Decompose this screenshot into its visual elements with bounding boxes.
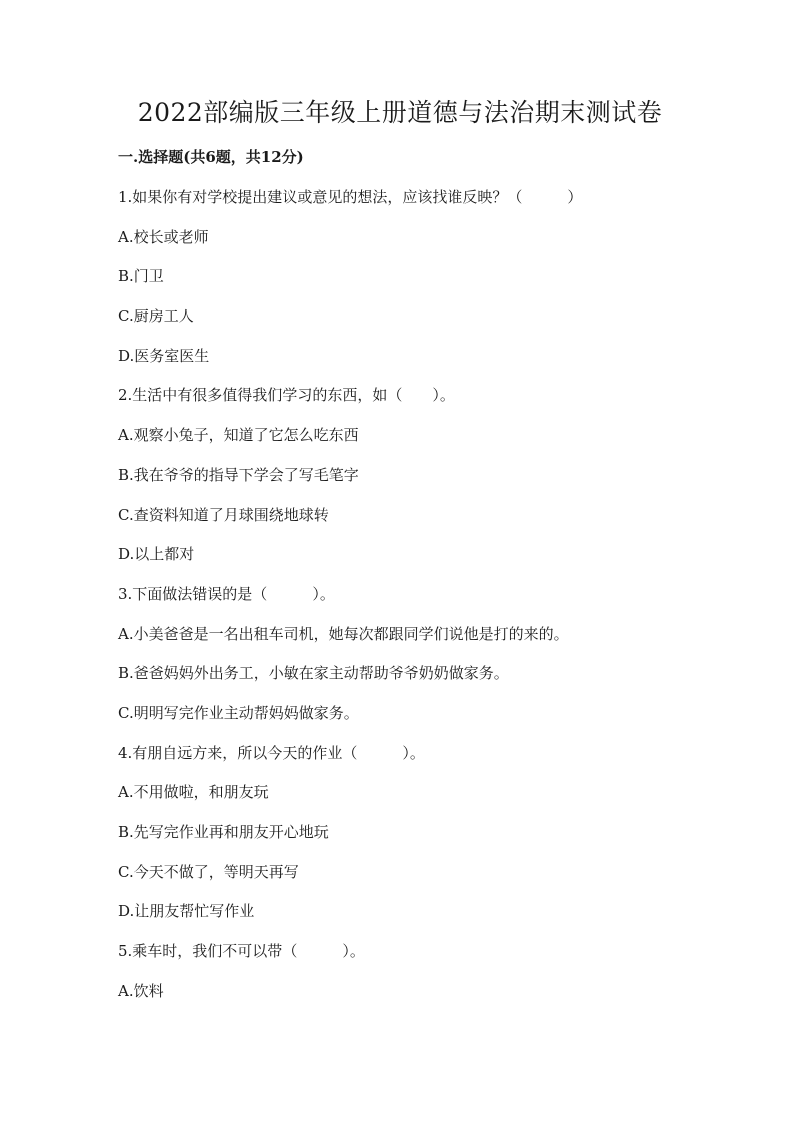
question-4-option-c: C.今天不做了，等明天再写	[118, 862, 299, 881]
question-1-option-d: D.医务室医生	[118, 346, 210, 365]
question-1-option-b: B.门卫	[118, 267, 164, 286]
question-3-option-a: A.小美爸爸是一名出租车司机，她每次都跟同学们说他是打的来的。	[118, 624, 569, 643]
question-1-stem: 1.如果你有对学校提出建议或意见的想法，应该找谁反映？（ ）	[118, 188, 583, 206]
question-1-option-c: C.厨房工人	[118, 307, 194, 326]
question-3-option-c: C.明明写完作业主动帮妈妈做家务。	[118, 703, 359, 722]
section-heading: 一.选择题(共6题，共12分)	[118, 148, 304, 166]
question-2-option-c: C.查资料知道了月球围绕地球转	[118, 505, 329, 524]
question-2-option-d: D.以上都对	[118, 545, 195, 564]
question-list	[118, 183, 718, 1016]
question-4-option-a: A.不用做啦，和朋友玩	[118, 783, 269, 802]
question-5-stem: 5.乘车时，我们不可以带（ ）。	[118, 942, 365, 961]
question-2-option-a: A.观察小兔子，知道了它怎么吃东西	[118, 426, 359, 445]
question-5-option-a: A.饮料	[118, 981, 164, 1000]
question-1-option-a: A.校长或老师	[118, 227, 209, 246]
exam-title: 2022部编版三年级上册道德与法治期末测试卷	[137, 98, 663, 127]
question-2-stem: 2.生活中有很多值得我们学习的东西，如（ ）。	[118, 386, 455, 405]
question-3-option-b: B.爸爸妈妈外出务工，小敏在家主动帮助爷爷奶奶做家务。	[118, 664, 509, 683]
question-4-option-b: B.先写完作业再和朋友开心地玩	[118, 823, 329, 841]
question-2-option-b: B.我在爷爷的指导下学会了写毛笔字	[118, 465, 359, 484]
question-3-stem: 3.下面做法错误的是（ ）。	[118, 584, 335, 603]
question-4-option-d: D.让朋友帮忙写作业	[118, 902, 255, 921]
question-4-stem: 4.有朋自远方来，所以今天的作业（ ）。	[118, 743, 425, 762]
